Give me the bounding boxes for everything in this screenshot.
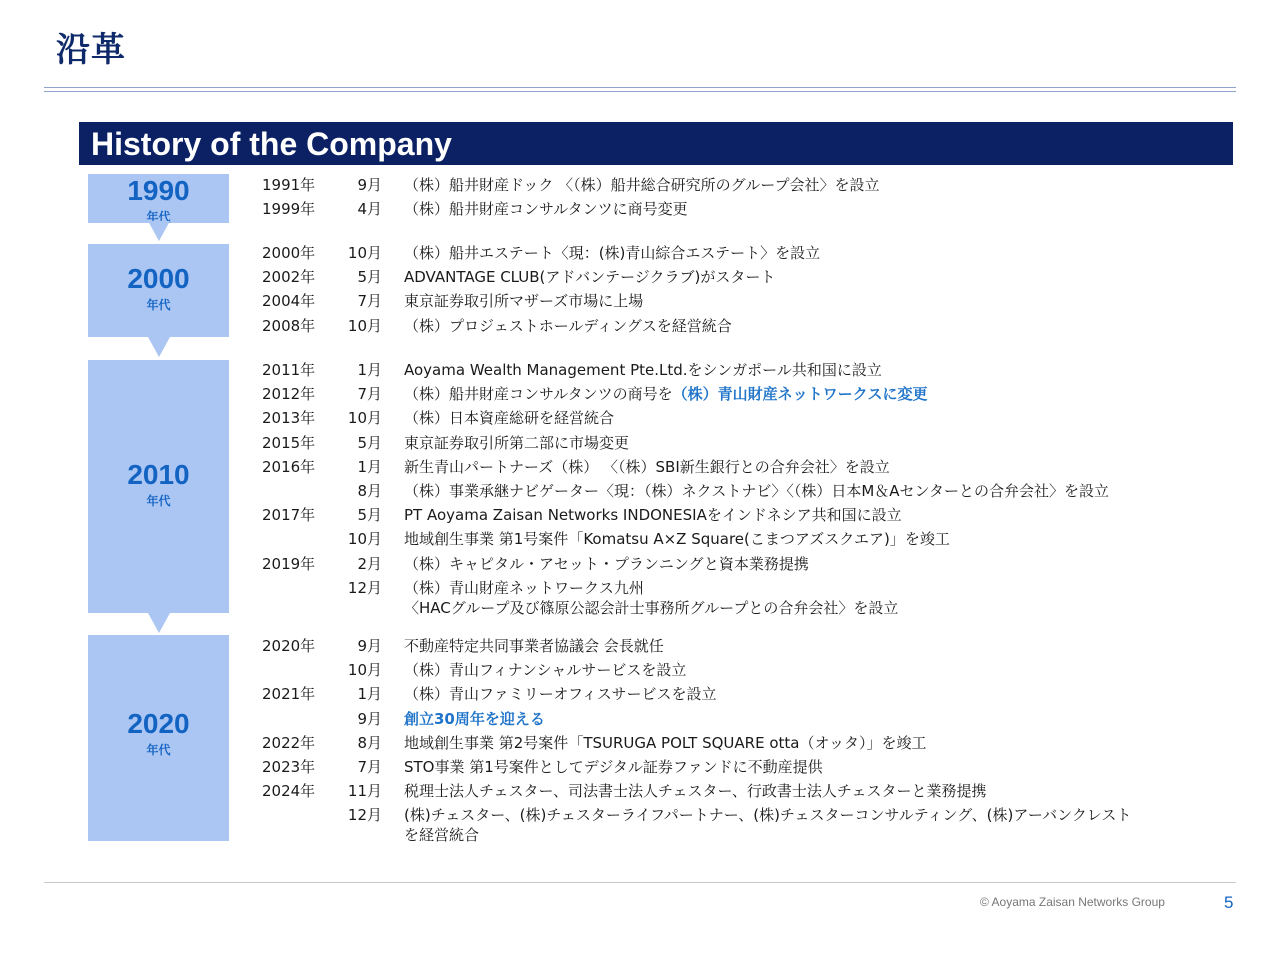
event-text: （株）キャピタル・アセット・プランニングと資本業務提携: [404, 554, 809, 573]
decade-arrow-icon: [148, 337, 170, 357]
event-row: [262, 433, 1222, 457]
decade-suffix: 年代: [146, 298, 171, 312]
event-month: 12月: [347, 578, 382, 597]
events-1990s: [262, 175, 1222, 223]
event-text-line2: を経営統合: [404, 826, 480, 845]
page-number: 5: [1224, 893, 1234, 912]
event-year: 2016年: [262, 457, 316, 476]
event-text: （株）事業承継ナビゲーター〈現：（株）ネクストナビ〉〈（株）日本M＆Aセンターとの合弁会社〉を設立: [404, 481, 1109, 500]
event-text: （株）青山フィナンシャルサービスを設立: [404, 661, 687, 680]
event-year: 2002年: [262, 268, 316, 287]
event-year: 2017年: [262, 506, 316, 525]
event-year: 2019年: [262, 554, 316, 573]
event-row: [262, 408, 1222, 432]
banner-title: History of the Company: [91, 126, 452, 162]
title-divider: [44, 87, 1236, 88]
event-year: 2000年: [262, 244, 316, 262]
event-row: [262, 733, 1222, 757]
event-row: [262, 660, 1222, 684]
title-divider-secondary: [44, 91, 1236, 92]
event-row: [262, 554, 1222, 578]
decade-box-2010: [88, 360, 229, 613]
event-row: [262, 243, 1222, 267]
events-2010s: [262, 360, 1222, 622]
decade-arrow-icon: [148, 613, 170, 633]
event-text: [404, 384, 1224, 404]
event-row: [262, 481, 1222, 505]
event-month: 10月: [347, 244, 382, 262]
event-month: 1月: [357, 685, 382, 704]
event-text: （株）日本資産総研を経営統合: [404, 409, 615, 428]
event-text-highlight: （株）青山財産ネットワークスに変更: [672, 385, 928, 404]
event-row: [262, 529, 1222, 553]
decade-box-2000: [88, 244, 229, 337]
event-text-line1: （株）青山財産ネットワークス九州: [404, 578, 644, 597]
decade-suffix: 年代: [146, 743, 171, 757]
decade-arrow-icon: [148, 221, 170, 241]
event-year: 2023年: [262, 757, 316, 776]
event-text: [404, 805, 1224, 845]
event-text-line2: 〈HACグループ及び篠原公認会計士事務所グループとの合弁会社〉を設立: [404, 598, 899, 617]
event-text: [404, 709, 1224, 729]
event-year: 1999年: [262, 200, 316, 219]
event-month: 10月: [347, 316, 382, 335]
event-year: 2004年: [262, 292, 316, 311]
event-row: [262, 684, 1222, 708]
event-month: 10月: [347, 661, 382, 680]
event-month: 7月: [357, 757, 382, 776]
event-row: [262, 505, 1222, 529]
event-month: 8月: [357, 481, 382, 500]
event-year: 2012年: [262, 385, 316, 404]
page-title: 沿革: [56, 30, 126, 70]
event-year: 2020年: [262, 637, 316, 655]
event-row: [262, 199, 1222, 223]
event-text: （株）船井財産コンサルタンツに商号変更: [404, 200, 688, 219]
event-text: （株）プロジェストホールディングスを経営統合: [404, 316, 732, 335]
event-text: 東京証券取引所マザーズ市場に上場: [404, 292, 644, 311]
event-month: 7月: [357, 292, 382, 311]
event-month: 2月: [357, 554, 382, 573]
event-row: [262, 175, 1222, 199]
event-month: 8月: [357, 733, 382, 752]
event-row: [262, 267, 1222, 291]
event-row: [262, 805, 1222, 849]
event-month: 1月: [357, 361, 382, 379]
event-row: [262, 709, 1222, 733]
event-row: [262, 457, 1222, 481]
decade-box-1990: [88, 174, 229, 223]
event-text: STO事業 第1号案件としてデジタル証券ファンドに不動産提供: [404, 757, 823, 776]
decade-label: 1990: [127, 175, 190, 206]
event-text-highlight: 創立30周年を迎える: [404, 709, 545, 728]
event-row: [262, 757, 1222, 781]
event-month: 5月: [357, 433, 382, 452]
event-row: [262, 316, 1222, 340]
event-month: 1月: [357, 457, 382, 476]
event-text: 税理士法人チェスター、司法書士法人チェスター、行政書士法人チェスターと業務提携: [404, 782, 987, 801]
event-month: 9月: [357, 709, 382, 728]
event-year: 2013年: [262, 409, 316, 428]
event-row: [262, 578, 1222, 622]
event-year: 2011年: [262, 361, 316, 379]
event-text: 地域創生事業 第1号案件「Komatsu A×Z Square(こまつアズスクエア)」を竣工: [404, 530, 950, 549]
event-row: [262, 781, 1222, 805]
event-year: 2021年: [262, 685, 316, 704]
event-row: [262, 360, 1222, 384]
event-row: [262, 636, 1222, 660]
event-text-line1: (株)チェスター、(株)チェスターライフパートナー、(株)チェスターコンサルティング、(株)アーバンクレスト: [404, 806, 1132, 825]
event-text: PT Aoyama Zaisan Networks INDONESIAをインドネシア共和国に設立: [404, 506, 902, 525]
event-text: 地域創生事業 第2号案件「TSURUGA POLT SQUARE otta（オッタ）」を竣工: [404, 733, 927, 752]
footer-divider: [44, 882, 1236, 883]
decade-label: 2010: [127, 459, 190, 490]
event-month: 10月: [347, 530, 382, 549]
event-month: 5月: [357, 268, 382, 287]
event-month: 4月: [357, 200, 382, 219]
event-year: 2024年: [262, 782, 316, 801]
event-year: 2008年: [262, 316, 316, 335]
events-2020s: [262, 636, 1222, 849]
decade-box-2020: [88, 635, 229, 841]
event-month: 12月: [347, 806, 382, 825]
decade-label: 2000: [127, 263, 190, 294]
event-text: 東京証券取引所第二部に市場変更: [404, 433, 630, 452]
event-text: ADVANTAGE CLUB(アドバンテージクラブ)がスタート: [404, 268, 776, 287]
event-month: 11月: [347, 782, 382, 801]
event-text: 新生青山パートナーズ（株） 〈（株）SBI新生銀行との合弁会社〉を設立: [404, 457, 890, 476]
event-month: 9月: [357, 176, 382, 194]
event-text-plain: （株）船井財産コンサルタンツの商号を: [404, 385, 673, 404]
event-year: 2022年: [262, 733, 316, 752]
event-text: 不動産特定共同事業者協議会 会長就任: [404, 637, 664, 655]
event-month: 10月: [347, 409, 382, 428]
event-year: 2015年: [262, 433, 316, 452]
event-year: 1991年: [262, 176, 316, 194]
events-2000s: [262, 243, 1222, 340]
event-text: [404, 578, 1224, 618]
copyright: © Aoyama Zaisan Networks Group: [980, 895, 1165, 909]
event-text: （株）船井エステート〈現：(株)青山綜合エステート〉を設立: [404, 244, 821, 262]
event-text: （株）青山ファミリーオフィスサービスを設立: [404, 685, 717, 704]
event-text: Aoyama Wealth Management Pte.Ltd.をシンガポール共和国に設立: [404, 361, 882, 379]
decade-label: 2020: [127, 708, 190, 739]
decade-suffix: 年代: [146, 494, 171, 508]
event-month: 5月: [357, 506, 382, 525]
event-text: （株）船井財産ドック 〈（株）船井総合研究所のグループ会社〉を設立: [404, 176, 880, 194]
event-row: [262, 384, 1222, 408]
decade-suffix: 年代: [146, 210, 171, 224]
event-row: [262, 291, 1222, 315]
history-banner: [79, 122, 1233, 165]
event-month: 7月: [357, 385, 382, 404]
event-month: 9月: [357, 637, 382, 655]
